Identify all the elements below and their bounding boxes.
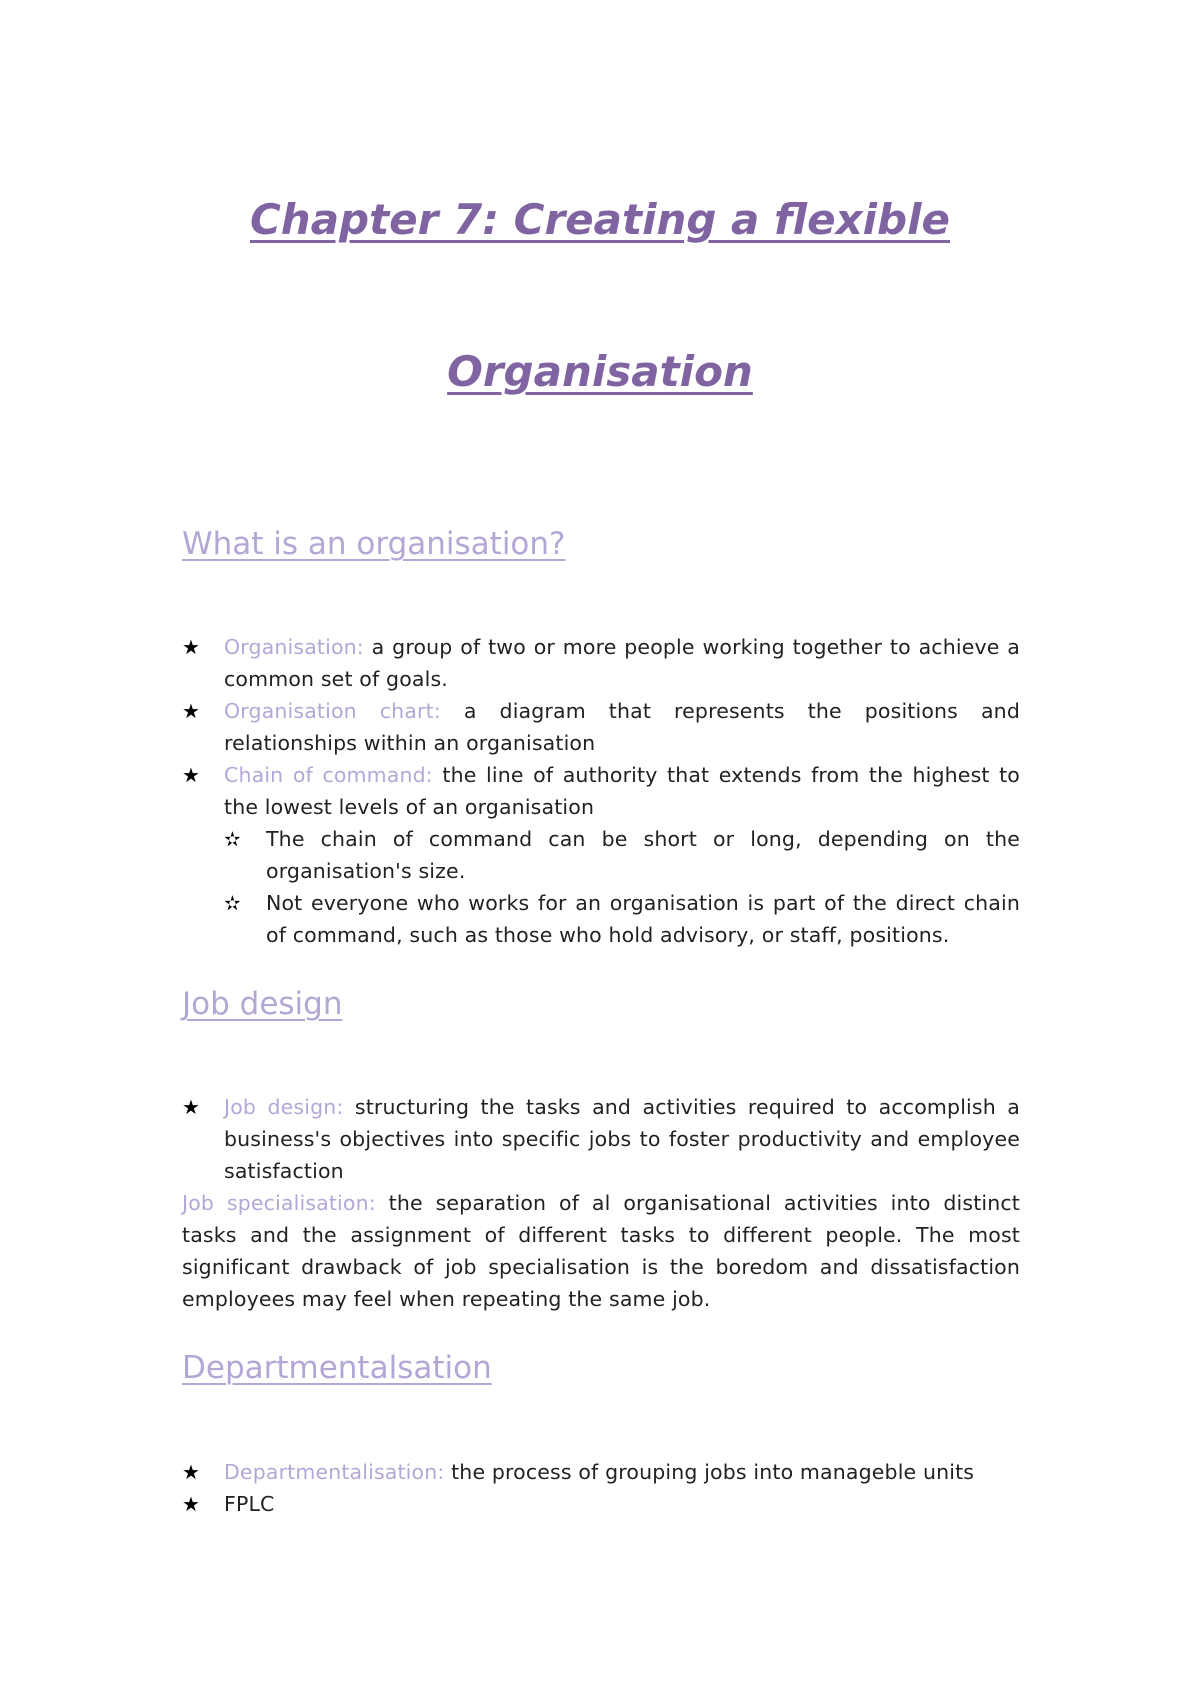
list-item	[182, 1456, 1020, 1488]
job-specialisation-paragraph	[182, 1187, 1020, 1315]
list-item	[182, 1488, 1020, 1520]
list-item-text: FPLC	[224, 1492, 275, 1516]
definition-term: Job design:	[224, 1095, 344, 1119]
sub-item-text: Not everyone who works for an organisation is part of the direct chain of command, such as those who hold advisory, or staff, positions.	[266, 891, 1020, 947]
departmentalisation-list	[182, 1456, 1020, 1520]
definition-term: Job specialisation:	[182, 1191, 376, 1215]
definition-term: Organisation chart:	[224, 699, 441, 723]
organisation-definitions-list	[182, 631, 1020, 951]
star-bullet-icon: ★	[182, 1492, 201, 1516]
star-bullet-icon: ★	[182, 763, 201, 787]
definition-text: the process of grouping jobs into manageble units	[451, 1460, 975, 1484]
outline-star-bullet-icon: ✫	[224, 891, 241, 915]
star-bullet-icon: ★	[182, 1095, 201, 1119]
outline-star-bullet-icon: ✫	[224, 827, 241, 851]
section-heading-departmentalisation: Departmentalsation	[182, 1350, 492, 1386]
definition-term: Departmentalisation:	[224, 1460, 445, 1484]
sub-list-item	[224, 823, 1020, 887]
definition-text: the separation of al organisational activities into distinct tasks and the assignment of different tasks to different people. The most significant drawback of job specialisation is the boredom and dissatisfaction employees may feel when repeating the same job.	[182, 1191, 1020, 1311]
section-heading-what-is-organisation: What is an organisation?	[182, 526, 566, 562]
chapter-title-line-1: Chapter 7: Creating a flexible	[249, 195, 951, 244]
sub-item-text: The chain of command can be short or long, depending on the organisation's size.	[266, 827, 1020, 883]
section-heading-job-design: Job design	[182, 986, 343, 1022]
star-bullet-icon: ★	[182, 1460, 201, 1484]
chain-of-command-sublist	[224, 823, 1020, 951]
list-item	[182, 631, 1020, 695]
star-bullet-icon: ★	[182, 699, 201, 723]
job-design-list	[182, 1091, 1020, 1187]
definition-term: Organisation:	[224, 635, 364, 659]
star-bullet-icon: ★	[182, 635, 201, 659]
definition-text: the line of authority that extends from the highest to the lowest levels of an organisation	[224, 763, 1020, 819]
definition-text: structuring the tasks and activities required to accomplish a business's objectives into specific jobs to foster productivity and employee satisfaction	[224, 1095, 1021, 1183]
list-item	[182, 695, 1020, 759]
list-item	[182, 1091, 1020, 1187]
definition-text: a diagram that represents the positions and relationships within an organisation	[224, 699, 1020, 755]
list-item	[182, 759, 1020, 951]
sub-list-item	[224, 887, 1020, 951]
definition-text: a group of two or more people working together to achieve a common set of goals.	[224, 635, 1021, 691]
definition-term: Chain of command:	[224, 763, 433, 787]
chapter-title-line-2: Organisation	[447, 347, 753, 396]
